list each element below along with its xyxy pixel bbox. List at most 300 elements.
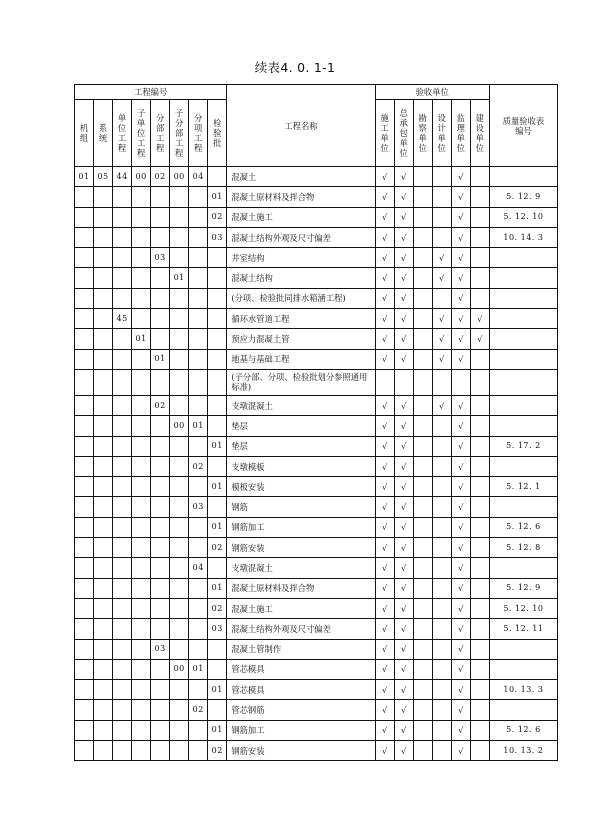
code-cell <box>208 268 227 288</box>
project-name-cell: 井室结构 <box>227 248 375 268</box>
table-row <box>75 741 558 761</box>
code-cell <box>151 369 170 395</box>
check-cell: √ <box>375 720 394 740</box>
code-cell <box>208 659 227 679</box>
code-cell <box>113 436 132 456</box>
check-cell: √ <box>394 187 413 207</box>
code-cell <box>132 517 151 537</box>
code-cell <box>189 187 208 207</box>
code-cell <box>113 517 132 537</box>
code-cell <box>170 207 189 227</box>
check-cell: √ <box>375 349 394 369</box>
code-cell <box>113 497 132 517</box>
header-quality: 质量验收表编号 <box>489 85 557 167</box>
code-cell <box>170 720 189 740</box>
check-cell <box>470 598 489 618</box>
check-cell: √ <box>432 395 451 415</box>
code-cell <box>132 395 151 415</box>
project-name-cell: 混凝土结构外观及尺寸偏差 <box>227 227 375 247</box>
code-cell <box>113 639 132 659</box>
check-cell: √ <box>375 741 394 761</box>
project-name-cell: 混凝土原材料及拌合物 <box>227 578 375 598</box>
code-cell <box>75 659 94 679</box>
code-cell <box>132 659 151 679</box>
project-name-cell: 混凝土结构外观及尺寸偏差 <box>227 619 375 639</box>
project-name-cell: 混凝土施工 <box>227 598 375 618</box>
header-accept-col: 设计单位 <box>432 100 451 167</box>
check-cell <box>470 619 489 639</box>
quality-form-cell: 5. 12. 6 <box>489 720 557 740</box>
check-cell <box>413 416 432 436</box>
check-cell: √ <box>451 720 470 740</box>
code-cell <box>113 659 132 679</box>
code-cell <box>75 700 94 720</box>
check-cell <box>432 700 451 720</box>
code-cell <box>208 309 227 329</box>
code-cell <box>189 268 208 288</box>
check-cell: √ <box>451 207 470 227</box>
table-row <box>75 619 558 639</box>
code-cell <box>189 477 208 497</box>
code-cell <box>151 187 170 207</box>
code-cell <box>189 207 208 227</box>
code-cell <box>94 436 113 456</box>
project-name-cell: (分项、检验批同排水箱涵工程) <box>227 288 375 308</box>
check-cell: √ <box>451 659 470 679</box>
code-cell <box>170 456 189 476</box>
code-cell <box>151 309 170 329</box>
code-cell <box>208 497 227 517</box>
code-cell <box>94 369 113 395</box>
check-cell <box>413 538 432 558</box>
check-cell: √ <box>394 720 413 740</box>
project-name-cell: 钢筋 <box>227 497 375 517</box>
check-cell: √ <box>375 619 394 639</box>
code-cell <box>113 558 132 578</box>
header-accept-col: 总承包单位 <box>394 100 413 167</box>
code-cell <box>151 598 170 618</box>
code-cell <box>113 227 132 247</box>
table-row <box>75 598 558 618</box>
check-cell: √ <box>394 538 413 558</box>
check-cell <box>432 538 451 558</box>
check-cell <box>432 680 451 700</box>
check-cell: √ <box>432 349 451 369</box>
check-cell <box>470 369 489 395</box>
quality-form-cell <box>489 268 557 288</box>
code-cell <box>189 680 208 700</box>
code-cell <box>170 741 189 761</box>
table-row <box>75 456 558 476</box>
code-cell <box>151 517 170 537</box>
code-cell <box>189 741 208 761</box>
code-cell: 01 <box>189 416 208 436</box>
check-cell <box>413 369 432 395</box>
check-cell: √ <box>451 680 470 700</box>
code-cell <box>94 329 113 349</box>
code-cell: 03 <box>151 248 170 268</box>
header-code-col: 机组 <box>75 100 94 167</box>
check-cell <box>413 578 432 598</box>
project-name-cell: 预应力混凝土管 <box>227 329 375 349</box>
code-cell <box>113 680 132 700</box>
code-cell <box>94 538 113 558</box>
code-cell <box>208 639 227 659</box>
code-cell <box>151 416 170 436</box>
code-cell <box>189 578 208 598</box>
check-cell <box>432 369 451 395</box>
code-cell <box>113 268 132 288</box>
code-cell <box>75 268 94 288</box>
quality-form-cell <box>489 416 557 436</box>
check-cell <box>413 700 432 720</box>
check-cell: √ <box>451 395 470 415</box>
project-name-cell: (子分部、分项、检验批划分参照通用标准) <box>227 369 375 395</box>
code-cell <box>75 720 94 740</box>
code-cell <box>94 517 113 537</box>
project-name-cell: 钢筋加工 <box>227 720 375 740</box>
check-cell: √ <box>451 309 470 329</box>
code-cell <box>189 309 208 329</box>
code-cell <box>189 619 208 639</box>
check-cell <box>413 680 432 700</box>
check-cell <box>470 558 489 578</box>
check-cell <box>413 329 432 349</box>
code-cell <box>75 680 94 700</box>
check-cell: √ <box>375 187 394 207</box>
check-cell: √ <box>375 167 394 187</box>
check-cell <box>451 369 470 395</box>
code-cell <box>151 436 170 456</box>
check-cell: √ <box>451 349 470 369</box>
code-cell: 02 <box>189 456 208 476</box>
code-cell <box>132 741 151 761</box>
code-cell <box>170 477 189 497</box>
code-cell <box>189 369 208 395</box>
check-cell: √ <box>451 248 470 268</box>
check-cell: √ <box>394 497 413 517</box>
quality-form-cell: 10. 13. 3 <box>489 680 557 700</box>
check-cell: √ <box>470 329 489 349</box>
check-cell <box>470 517 489 537</box>
header-accept-col: 勘察单位 <box>413 100 432 167</box>
check-cell <box>413 436 432 456</box>
code-cell <box>189 720 208 740</box>
code-cell <box>132 456 151 476</box>
page-title: 续表4. 0. 1-1 <box>254 60 336 75</box>
code-cell: 00 <box>170 167 189 187</box>
project-name-cell: 管芯模具 <box>227 680 375 700</box>
code-cell <box>94 639 113 659</box>
code-cell <box>132 436 151 456</box>
code-cell: 03 <box>208 227 227 247</box>
code-cell <box>170 680 189 700</box>
code-cell <box>94 268 113 288</box>
check-cell: √ <box>394 395 413 415</box>
check-cell: √ <box>451 268 470 288</box>
check-cell <box>413 659 432 679</box>
code-cell <box>132 288 151 308</box>
code-cell <box>170 248 189 268</box>
check-cell: √ <box>375 329 394 349</box>
code-cell <box>170 288 189 308</box>
check-cell: √ <box>432 268 451 288</box>
check-cell <box>470 349 489 369</box>
quality-form-cell: 5. 12. 8 <box>489 538 557 558</box>
code-cell <box>113 477 132 497</box>
table-row <box>75 680 558 700</box>
check-cell: √ <box>451 700 470 720</box>
code-cell <box>208 456 227 476</box>
check-cell <box>470 288 489 308</box>
check-cell: √ <box>451 227 470 247</box>
code-cell: 01 <box>170 268 189 288</box>
check-cell <box>432 558 451 578</box>
table-row <box>75 248 558 268</box>
code-cell <box>75 369 94 395</box>
code-cell <box>94 619 113 639</box>
code-cell <box>151 680 170 700</box>
check-cell: √ <box>394 349 413 369</box>
code-cell <box>94 248 113 268</box>
table-row <box>75 538 558 558</box>
code-cell <box>151 741 170 761</box>
code-cell <box>151 268 170 288</box>
quality-form-cell <box>489 700 557 720</box>
check-cell <box>413 456 432 476</box>
code-cell <box>94 578 113 598</box>
check-cell: √ <box>375 395 394 415</box>
check-cell <box>375 369 394 395</box>
check-cell: √ <box>375 578 394 598</box>
code-cell <box>189 598 208 618</box>
code-cell <box>75 187 94 207</box>
header-accept-col: 建设单位 <box>470 100 489 167</box>
code-cell <box>170 329 189 349</box>
code-cell <box>75 309 94 329</box>
table-row <box>75 477 558 497</box>
check-cell: √ <box>451 167 470 187</box>
table-row <box>75 416 558 436</box>
code-cell <box>208 416 227 436</box>
code-cell: 01 <box>151 349 170 369</box>
code-cell <box>208 248 227 268</box>
check-cell <box>432 207 451 227</box>
quality-form-cell: 5. 12. 9 <box>489 578 557 598</box>
table-row <box>75 309 558 329</box>
header-code-col: 分项工程 <box>189 100 208 167</box>
check-cell: √ <box>375 436 394 456</box>
check-cell <box>470 227 489 247</box>
check-cell <box>470 207 489 227</box>
check-cell: √ <box>394 558 413 578</box>
check-cell: √ <box>375 497 394 517</box>
check-cell <box>470 248 489 268</box>
project-name-cell: 支墩模板 <box>227 456 375 476</box>
header-code-col: 分部工程 <box>151 100 170 167</box>
code-cell <box>113 395 132 415</box>
check-cell: √ <box>394 329 413 349</box>
code-cell <box>151 578 170 598</box>
code-cell <box>132 680 151 700</box>
code-cell <box>170 187 189 207</box>
code-cell <box>94 659 113 679</box>
table-row <box>75 578 558 598</box>
code-cell <box>75 598 94 618</box>
check-cell <box>413 477 432 497</box>
project-name-cell: 混凝土 <box>227 167 375 187</box>
check-cell: √ <box>432 309 451 329</box>
code-cell <box>208 349 227 369</box>
check-cell: √ <box>451 497 470 517</box>
check-cell: √ <box>451 477 470 497</box>
code-cell <box>94 416 113 436</box>
quality-form-cell <box>489 288 557 308</box>
table-row <box>75 558 558 578</box>
code-cell: 02 <box>189 700 208 720</box>
code-cell <box>189 538 208 558</box>
code-cell <box>75 227 94 247</box>
table-row <box>75 288 558 308</box>
code-cell <box>94 187 113 207</box>
code-cell <box>75 456 94 476</box>
code-cell: 02 <box>208 207 227 227</box>
code-cell: 01 <box>208 578 227 598</box>
check-cell <box>413 288 432 308</box>
check-cell: √ <box>394 268 413 288</box>
code-cell <box>132 227 151 247</box>
table-row <box>75 720 558 740</box>
check-cell <box>470 578 489 598</box>
code-cell <box>170 349 189 369</box>
check-cell: √ <box>375 248 394 268</box>
check-cell <box>470 456 489 476</box>
code-cell <box>94 395 113 415</box>
check-cell: √ <box>375 659 394 679</box>
code-cell: 01 <box>132 329 151 349</box>
code-cell: 01 <box>208 187 227 207</box>
check-cell <box>432 416 451 436</box>
code-cell: 01 <box>208 477 227 497</box>
check-cell: √ <box>451 329 470 349</box>
check-cell <box>413 558 432 578</box>
quality-form-cell <box>489 558 557 578</box>
quality-form-cell: 5. 17. 2 <box>489 436 557 456</box>
check-cell <box>432 167 451 187</box>
code-cell <box>151 700 170 720</box>
check-cell: √ <box>394 619 413 639</box>
table-row <box>75 167 558 187</box>
check-cell <box>432 456 451 476</box>
check-cell: √ <box>394 288 413 308</box>
check-cell: √ <box>451 517 470 537</box>
check-cell: √ <box>375 680 394 700</box>
check-cell: √ <box>394 517 413 537</box>
code-cell <box>94 497 113 517</box>
code-cell <box>170 309 189 329</box>
header-code-col: 单位工程 <box>113 100 132 167</box>
check-cell: √ <box>394 416 413 436</box>
code-cell <box>94 700 113 720</box>
code-cell: 00 <box>170 416 189 436</box>
code-cell <box>94 558 113 578</box>
code-cell <box>113 741 132 761</box>
project-name-cell: 管芯钢筋 <box>227 700 375 720</box>
check-cell: √ <box>394 578 413 598</box>
check-cell: √ <box>375 416 394 436</box>
code-cell <box>94 227 113 247</box>
check-cell <box>413 497 432 517</box>
check-cell: √ <box>394 167 413 187</box>
code-cell <box>75 395 94 415</box>
code-cell <box>113 248 132 268</box>
quality-form-cell: 10. 13. 2 <box>489 741 557 761</box>
check-cell: √ <box>451 187 470 207</box>
code-cell <box>189 329 208 349</box>
code-cell <box>113 416 132 436</box>
check-cell <box>470 268 489 288</box>
check-cell <box>413 720 432 740</box>
table-row <box>75 700 558 720</box>
check-cell: √ <box>451 538 470 558</box>
code-cell <box>208 167 227 187</box>
code-cell <box>132 349 151 369</box>
check-cell: √ <box>470 309 489 329</box>
project-name-cell: 模板安装 <box>227 477 375 497</box>
code-cell <box>132 369 151 395</box>
quality-form-cell <box>489 659 557 679</box>
check-cell: √ <box>451 558 470 578</box>
check-cell: √ <box>375 517 394 537</box>
check-cell: √ <box>451 578 470 598</box>
code-cell <box>113 598 132 618</box>
code-cell <box>75 741 94 761</box>
check-cell <box>432 720 451 740</box>
code-cell: 05 <box>94 167 113 187</box>
quality-form-cell: 5. 12. 11 <box>489 619 557 639</box>
code-cell <box>170 517 189 537</box>
check-cell: √ <box>451 741 470 761</box>
check-cell: √ <box>451 456 470 476</box>
code-cell <box>94 477 113 497</box>
check-cell: √ <box>394 680 413 700</box>
code-cell <box>208 329 227 349</box>
check-cell <box>470 187 489 207</box>
code-cell <box>75 288 94 308</box>
quality-acceptance-table <box>74 84 558 761</box>
code-cell <box>132 619 151 639</box>
header-group-accept: 验收单位 <box>375 85 489 100</box>
code-cell <box>113 456 132 476</box>
check-cell <box>432 517 451 537</box>
check-cell: √ <box>394 309 413 329</box>
check-cell <box>432 741 451 761</box>
code-cell <box>170 497 189 517</box>
header-code-col: 子分部工程 <box>170 100 189 167</box>
code-cell <box>189 436 208 456</box>
quality-form-cell <box>489 329 557 349</box>
project-name-cell: 混凝土施工 <box>227 207 375 227</box>
check-cell: √ <box>451 416 470 436</box>
check-cell <box>413 248 432 268</box>
project-name-cell: 地基与基础工程 <box>227 349 375 369</box>
check-cell <box>432 639 451 659</box>
code-cell <box>208 395 227 415</box>
check-cell <box>394 369 413 395</box>
table-row <box>75 436 558 456</box>
table-row <box>75 187 558 207</box>
table-row <box>75 369 558 395</box>
